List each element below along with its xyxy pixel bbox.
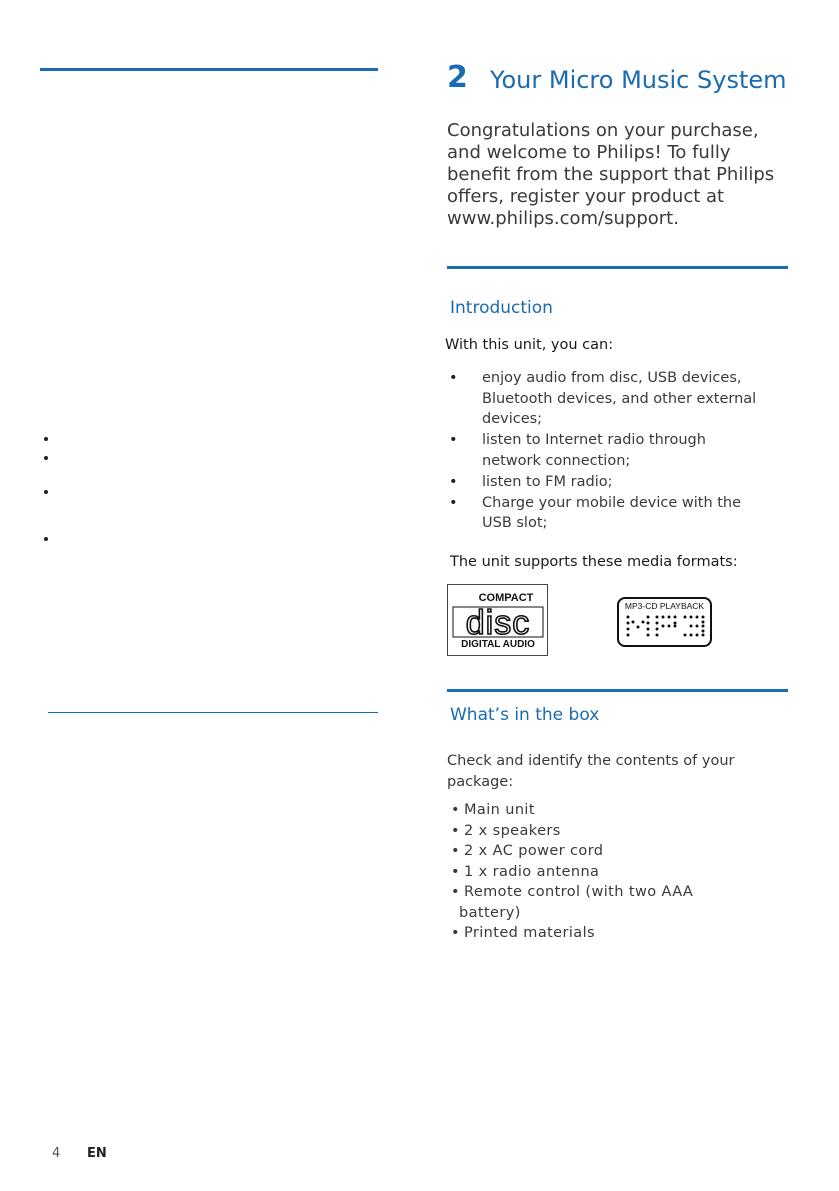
mp3-cd-logo-graphic bbox=[617, 597, 712, 647]
box-item: • 1 x radio antenna bbox=[451, 862, 771, 883]
section-heading-box: What’s in the box bbox=[450, 705, 600, 725]
feature-item: • listen to Internet radio through network connection; bbox=[447, 430, 767, 471]
feature-item: • listen to FM radio; bbox=[447, 472, 767, 493]
box-item: • 2 x AC power cord bbox=[451, 841, 771, 862]
cd-logo-top-text: COMPACT bbox=[478, 592, 534, 604]
left-bullet bbox=[44, 537, 48, 541]
feature-item: • enjoy audio from disc, USB devices, Bluetooth devices, and other external devices; bbox=[447, 368, 767, 430]
features-lead: With this unit, you can: bbox=[445, 337, 614, 353]
language-code: EN bbox=[87, 1146, 107, 1161]
chapter-number: 2 bbox=[447, 60, 468, 95]
mp3-cd-logo bbox=[617, 597, 712, 647]
intro-paragraph: Congratulations on your purchase, and welcome to Philips! To fully benefit from the support that Philips offers, register your product at www.philips.com/support. bbox=[447, 120, 775, 229]
left-bullet bbox=[44, 456, 48, 460]
left-bottom-rule bbox=[48, 712, 378, 713]
left-bullet bbox=[44, 437, 48, 441]
page-number: 4 bbox=[52, 1146, 61, 1161]
cd-logo-bottom-text: DIGITAL AUDIO bbox=[461, 639, 535, 650]
feature-item: • Charge your mobile device with the USB slot; bbox=[447, 493, 767, 534]
left-bullet bbox=[44, 490, 48, 494]
left-top-rule bbox=[40, 68, 378, 71]
box-item: • Remote control (with two AAA battery) bbox=[451, 882, 729, 923]
feature-list bbox=[447, 368, 767, 534]
chapter-title: Your Micro Music System bbox=[490, 66, 787, 94]
box-item: • Main unit bbox=[451, 800, 771, 821]
box-lead: Check and identify the contents of your package: bbox=[447, 753, 735, 790]
cd-logo-main-text: disc bbox=[465, 604, 531, 642]
formats-lead: The unit supports these media formats: bbox=[450, 554, 738, 570]
section-rule-box bbox=[447, 689, 788, 692]
box-contents-list bbox=[451, 800, 771, 944]
section-rule-introduction bbox=[447, 266, 788, 269]
box-item: • Printed materials bbox=[451, 923, 771, 944]
box-item: • 2 x speakers bbox=[451, 821, 771, 842]
section-heading-introduction: Introduction bbox=[450, 298, 553, 318]
compact-disc-logo-graphic bbox=[448, 585, 547, 655]
compact-disc-logo bbox=[447, 584, 548, 656]
mp3-logo-label: MP3-CD PLAYBACK bbox=[624, 601, 705, 611]
